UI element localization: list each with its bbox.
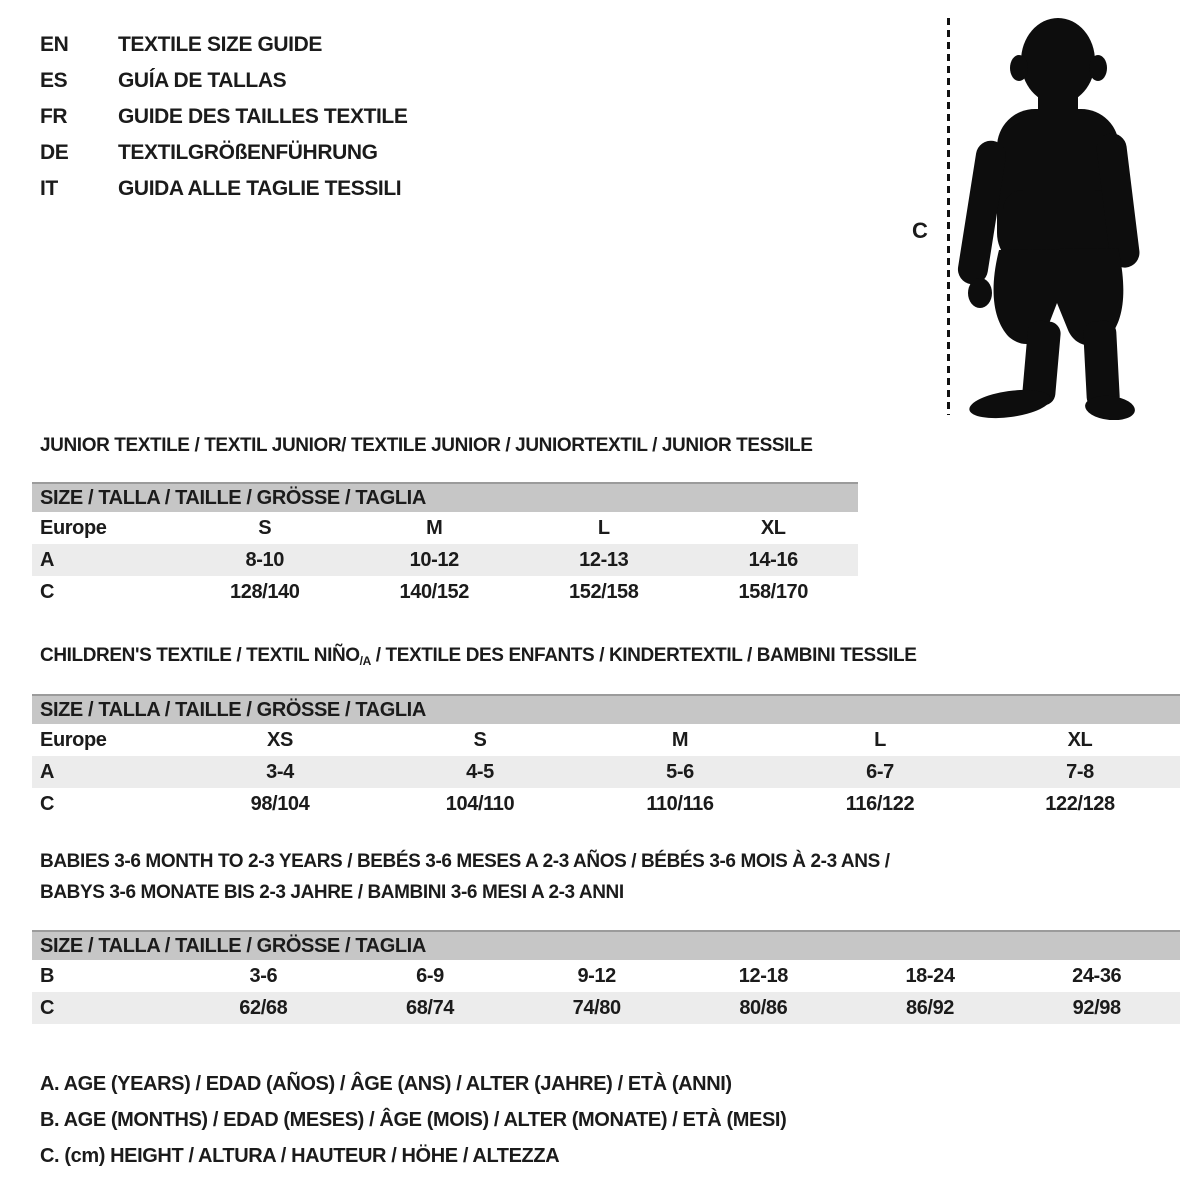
legend-line-b: B. AGE (MONTHS) / EDAD (MESES) / ÂGE (MOIS) / ALTER (MONATE) / ETÀ (MESI)	[40, 1109, 787, 1131]
size-cell: 140/152	[399, 580, 469, 603]
table-row-age-years	[32, 756, 1180, 788]
size-cell: 4-5	[466, 760, 494, 783]
size-cell: 14-16	[748, 548, 798, 571]
size-cell: XL	[1067, 728, 1093, 751]
table-header-size: SIZE / TALLA / TAILLE / GRÖSSE / TAGLIA	[32, 694, 1180, 724]
table-row-height-cm	[32, 576, 858, 608]
language-title: TEXTILGRÖßENFÜHRUNG	[118, 141, 378, 164]
size-cell: 9-12	[577, 964, 616, 987]
size-cell: L	[597, 516, 610, 539]
row-label: Europe	[40, 728, 107, 751]
toddler-silhouette-icon	[955, 15, 1145, 420]
size-cell: 24-36	[1072, 964, 1122, 987]
height-measure-dashed-line	[947, 18, 950, 415]
size-cell: 74/80	[572, 996, 621, 1019]
size-cell: 80/86	[739, 996, 788, 1019]
language-code: FR	[40, 105, 68, 128]
language-row-it	[40, 171, 407, 207]
language-code: EN	[40, 33, 69, 56]
size-cell: 62/68	[239, 996, 288, 1019]
language-title: GUIDA ALLE TAGLIE TESSILI	[118, 177, 402, 200]
size-cell: 12-18	[738, 964, 788, 987]
size-cell: 7-8	[1066, 760, 1094, 783]
size-cell: 3-6	[249, 964, 278, 987]
size-cell: 8-10	[245, 548, 284, 571]
size-cell: S	[473, 728, 487, 751]
language-code: DE	[40, 141, 69, 164]
size-cell: 10-12	[409, 548, 459, 571]
legend	[40, 1066, 786, 1174]
table-row-age-years	[32, 544, 858, 576]
table-header-size: SIZE / TALLA / TAILLE / GRÖSSE / TAGLIA	[32, 482, 858, 512]
language-code: ES	[40, 69, 68, 92]
title-line: BABYS 3-6 MONATE BIS 2-3 JAHRE / BAMBINI 3-6 MESI A 2-3 ANNI	[40, 882, 624, 903]
title-part-subscript: /A	[359, 654, 371, 668]
section-title-junior: JUNIOR TEXTILE / TEXTIL JUNIOR/ TEXTILE JUNIOR / JUNIORTEXTIL / JUNIOR TESSILE	[40, 435, 813, 456]
size-cell: 5-6	[666, 760, 694, 783]
size-cell: 122/128	[1045, 792, 1115, 815]
language-list	[40, 27, 407, 207]
section-title-babies	[40, 846, 890, 908]
size-cell: 6-9	[416, 964, 444, 987]
junior-size-table	[32, 482, 858, 608]
language-row-en	[40, 27, 407, 63]
children-size-table	[32, 694, 1180, 820]
legend-line-c: C. (cm) HEIGHT / ALTURA / HAUTEUR / HÖHE / ALTEZZA	[40, 1145, 560, 1167]
toddler-silhouette-figure	[890, 0, 1200, 430]
row-label: C	[40, 580, 55, 603]
size-cell: S	[258, 516, 272, 539]
size-cell: 3-4	[266, 760, 294, 783]
size-cell: XL	[760, 516, 786, 539]
size-cell: 128/140	[230, 580, 300, 603]
row-label: C	[40, 792, 55, 815]
size-cell: 68/74	[405, 996, 455, 1019]
size-cell: 98/104	[250, 792, 310, 815]
table-row-height-cm	[32, 992, 1180, 1024]
size-cell: 86/92	[905, 996, 955, 1019]
size-cell: 12-13	[579, 548, 629, 571]
size-cell: 18-24	[905, 964, 955, 987]
title-part: CHILDREN'S TEXTILE / TEXTIL NIÑO	[40, 645, 360, 666]
language-code: IT	[40, 177, 58, 200]
title-part: / TEXTILE DES ENFANTS / KINDERTEXTIL / BAMBINI TESSILE	[370, 645, 917, 666]
language-title: GUIDE DES TAILLES TEXTILE	[118, 105, 408, 128]
language-row-es	[40, 63, 407, 99]
language-title: TEXTILE SIZE GUIDE	[118, 33, 322, 56]
row-label: C	[40, 996, 55, 1019]
table-row-age-months	[32, 960, 1180, 992]
babies-size-table	[32, 930, 1180, 1024]
section-title-children	[40, 640, 916, 677]
row-label: B	[40, 964, 55, 987]
row-label: A	[40, 548, 55, 571]
height-measure-label: C	[912, 218, 928, 243]
language-title: GUÍA DE TALLAS	[118, 69, 287, 92]
size-cell: XS	[267, 728, 293, 751]
size-cell: 152/158	[569, 580, 639, 603]
row-label: A	[40, 760, 55, 783]
size-cell: M	[671, 728, 689, 751]
size-cell: L	[874, 728, 886, 751]
row-label: Europe	[40, 516, 107, 539]
size-cell: 6-7	[866, 760, 894, 783]
table-row-europe	[32, 724, 1180, 756]
size-cell: 104/110	[445, 792, 515, 815]
title-line: BABIES 3-6 MONTH TO 2-3 YEARS / BEBÉS 3-6 MESES A 2-3 AÑOS / BÉBÉS 3-6 MOIS À 2-3 ANS /	[40, 851, 890, 872]
size-cell: M	[426, 516, 443, 539]
language-row-de	[40, 135, 407, 171]
legend-line-a: A. AGE (YEARS) / EDAD (AÑOS) / ÂGE (ANS) / ALTER (JAHRE) / ETÀ (ANNI)	[40, 1073, 732, 1095]
size-cell: 116/122	[845, 792, 915, 815]
size-cell: 158/170	[738, 580, 808, 603]
size-cell: 110/116	[646, 792, 714, 815]
size-cell: 92/98	[1072, 996, 1121, 1019]
table-row-europe	[32, 512, 858, 544]
language-row-fr	[40, 99, 407, 135]
table-header-size: SIZE / TALLA / TAILLE / GRÖSSE / TAGLIA	[32, 930, 1180, 960]
table-row-height-cm	[32, 788, 1180, 820]
